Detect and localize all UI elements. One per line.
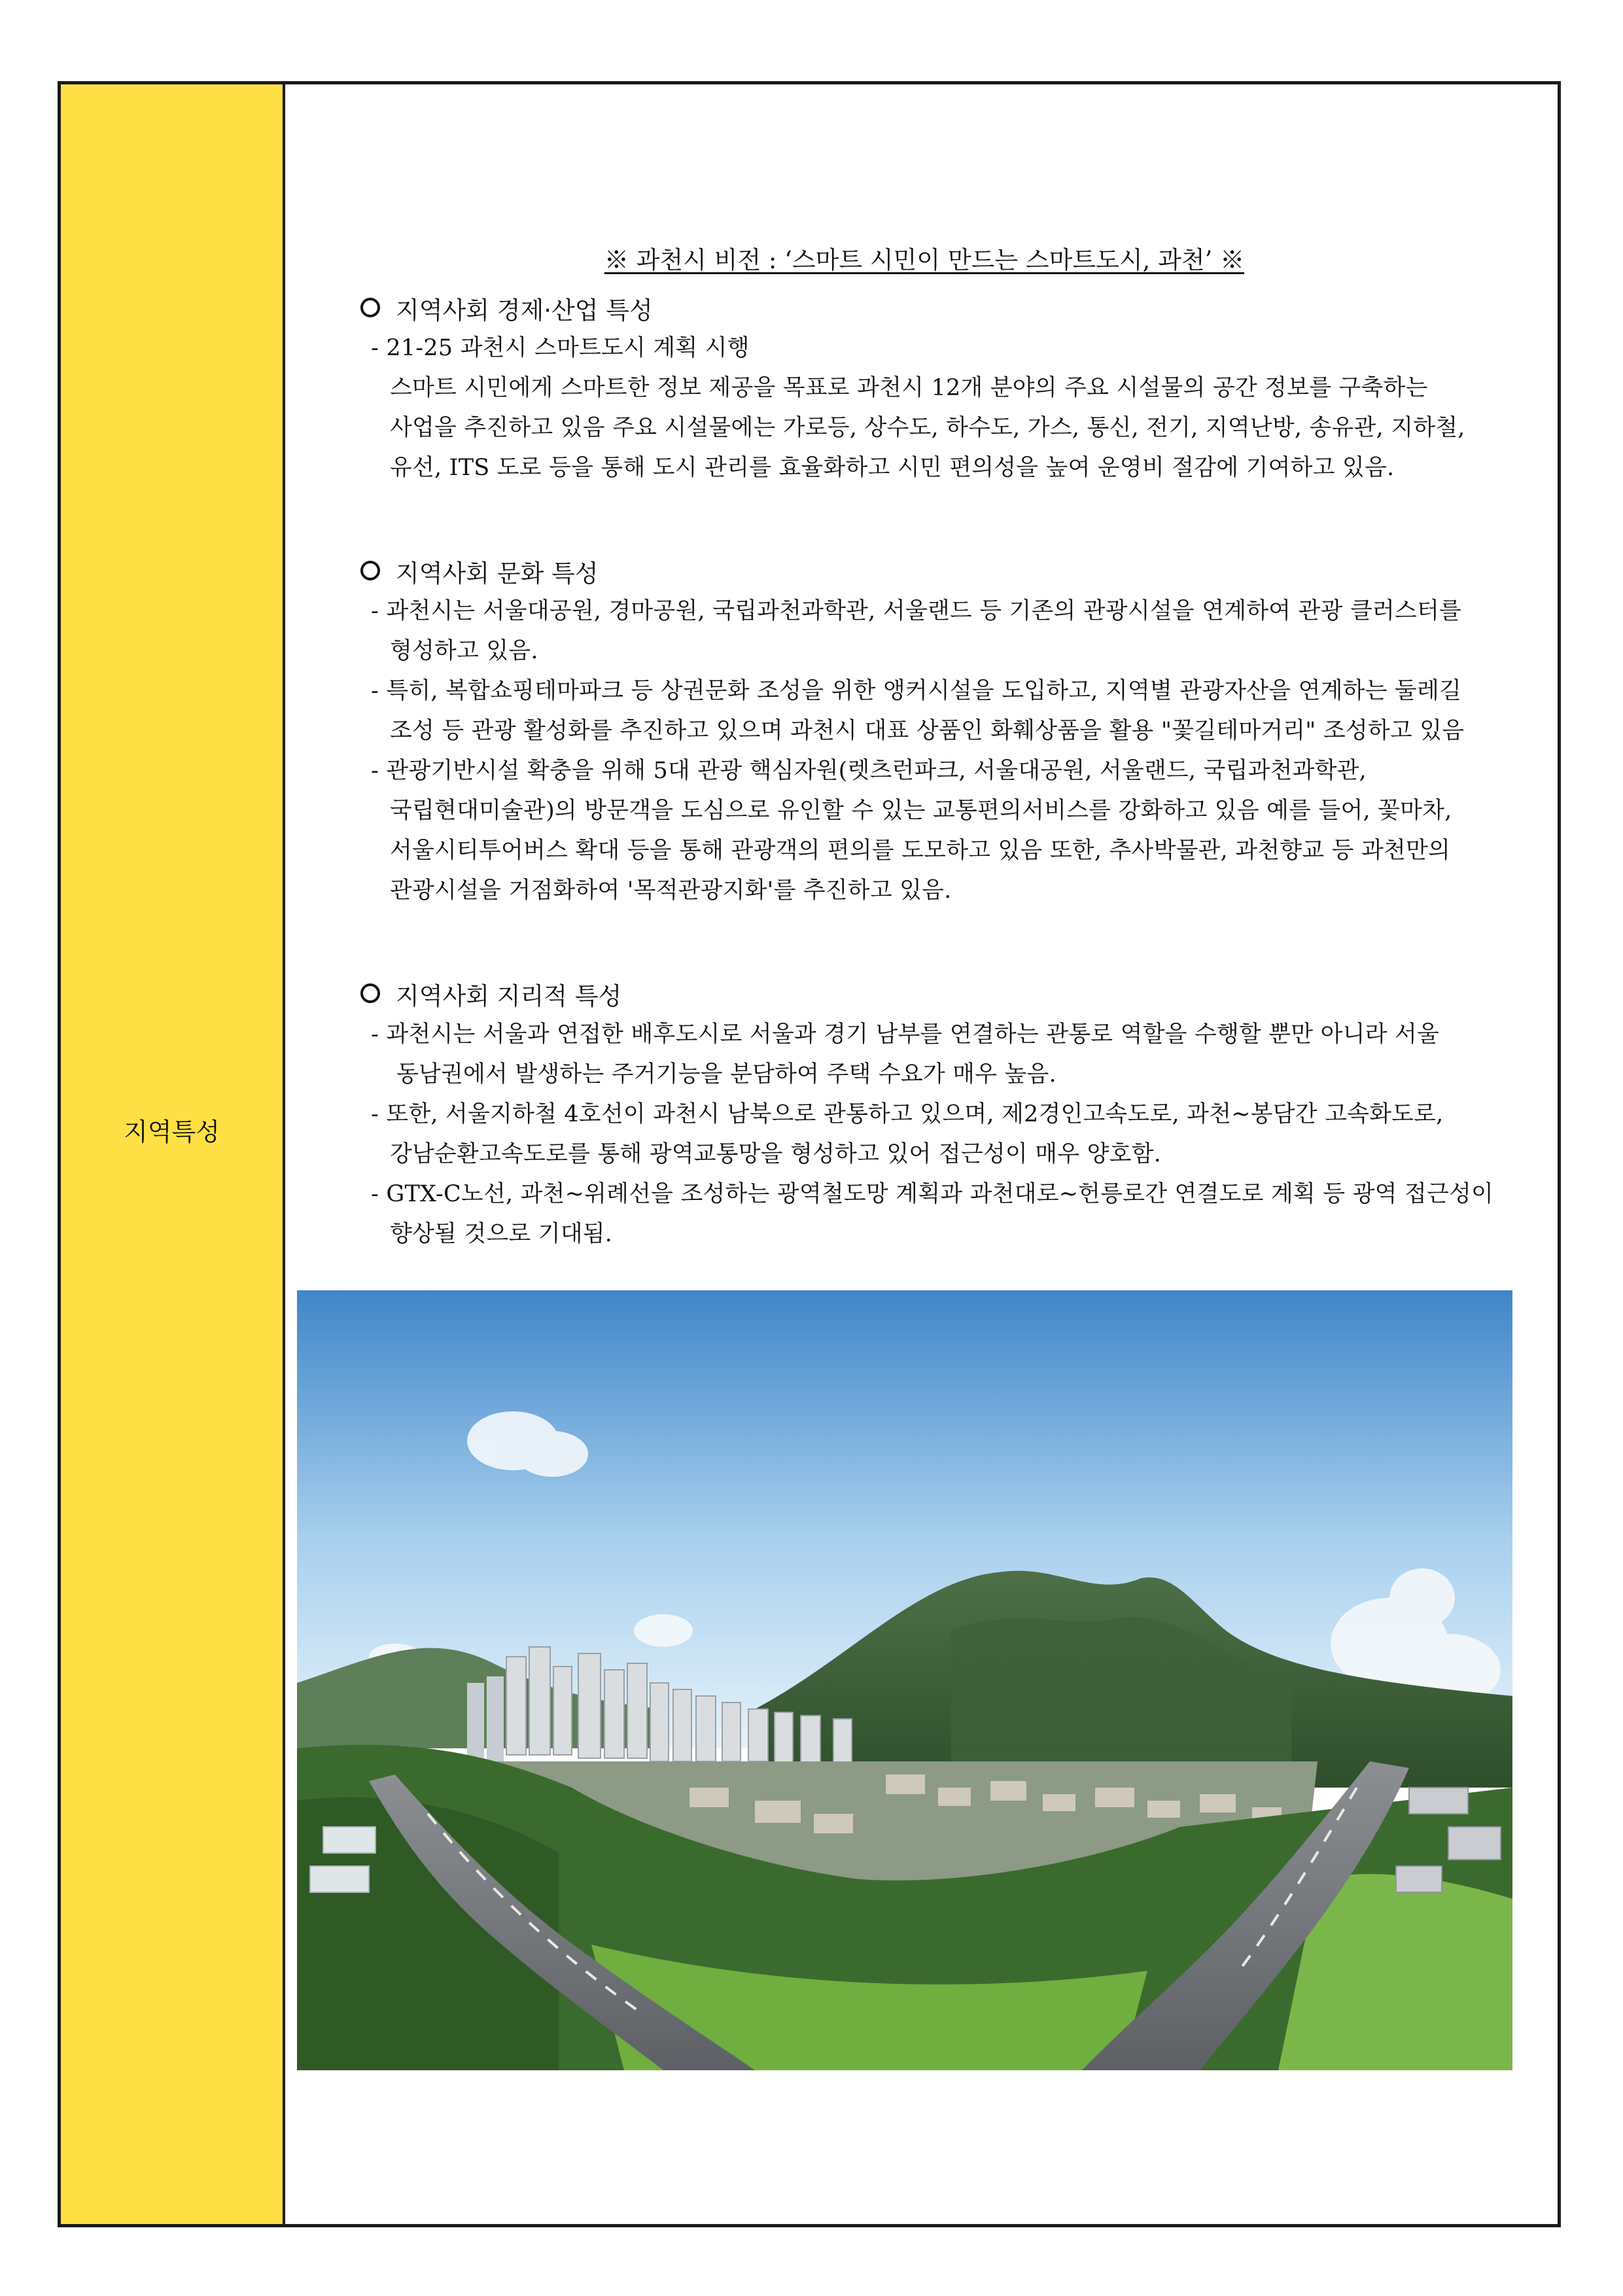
text-line: 국립현대미술관)의 방문객을 도심으로 유인할 수 있는 교통편의서비스를 강화하고 있음 예를 들어, 꽃마차, xyxy=(390,798,1452,824)
text-line: 동남권에서 발생하는 주거기능을 분담하여 주택 수요가 매우 높음. xyxy=(396,1061,1056,1087)
text-line: 향상될 것으로 기대됨. xyxy=(390,1221,613,1247)
text-line: 강남순환고속도로를 통해 광역교통망을 형성하고 있어 접근성이 매우 양호함. xyxy=(390,1141,1161,1167)
section-heading-economy: 지역사회 경제·산업 특성 xyxy=(360,291,653,326)
circle-bullet-icon xyxy=(360,561,380,580)
section-heading-culture: 지역사회 문화 특성 xyxy=(360,554,598,589)
text-line: 스마트 시민에게 스마트한 정보 제공을 목표로 과천시 12개 분야의 주요 시설물의 공간 정보를 구축하는 xyxy=(390,375,1428,401)
circle-bullet-icon xyxy=(360,983,380,1003)
label-cell xyxy=(61,84,285,2224)
text-line: 관광시설을 거점화하여 '목적관광지화'를 추진하고 있음. xyxy=(390,877,952,904)
text-line: - 과천시는 서울대공원, 경마공원, 국립과천과학관, 서울랜드 등 기존의 관광시설을 연계하여 관광 클러스터를 xyxy=(371,598,1462,624)
text-line: - 과천시는 서울과 연접한 배후도시로 서울과 경기 남부를 연결하는 관통로 역할을 수행할 뿐만 아니라 서울 xyxy=(371,1021,1440,1048)
vision-title: ※ 과천시 비전 : ‘스마트 시민이 만드는 스마트도시, 과천’ ※ xyxy=(604,246,1245,274)
text-line: 유선, ITS 도로 등을 통해 도시 관리를 효율화하고 시민 편의성을 높여 운영비 절감에 기여하고 있음. xyxy=(390,455,1395,481)
text-line: - 21-25 과천시 스마트도시 계획 시행 xyxy=(371,335,750,361)
text-line: 서울시티투어버스 확대 등을 통해 관광객의 편의를 도모하고 있음 또한, 추사박물관, 과천향교 등 과천만의 xyxy=(390,838,1450,864)
section-heading-geography: 지역사회 지리적 특성 xyxy=(360,976,621,1012)
panorama-photo xyxy=(297,1290,1512,2070)
text-line: 조성 등 관광 활성화를 추진하고 있으며 과천시 대표 상품인 화훼상품을 활용 "꽃길테마거리" 조성하고 있음 xyxy=(390,718,1465,744)
circle-bullet-icon xyxy=(360,298,380,317)
text-line: - 또한, 서울지하철 4호선이 과천시 남북으로 관통하고 있으며, 제2경인고속도로, 과천~봉담간 고속화도로, xyxy=(371,1101,1444,1127)
label-text: 지역특성 xyxy=(124,1118,220,1146)
text-line: - GTX-C노선, 과천~위례선을 조성하는 광역철도망 계획과 과천대로~헌릉로간 연결도로 계획 등 광역 접근성이 xyxy=(371,1181,1493,1207)
text-line: - 관광기반시설 확충을 위해 5대 관광 핵심자원(렛츠런파크, 서울대공원, 서울랜드, 국립과천과학관, xyxy=(371,758,1367,784)
text-line: - 특히, 복합쇼핑테마파크 등 상권문화 조성을 위한 앵커시설을 도입하고, 지역별 관광자산을 연계하는 둘레길 xyxy=(371,678,1462,704)
text-line: 형성하고 있음. xyxy=(390,638,538,664)
text-line: 사업을 추진하고 있음 주요 시설물에는 가로등, 상수도, 하수도, 가스, 통신, 전기, 지역난방, 송유관, 지하철, xyxy=(390,415,1465,441)
